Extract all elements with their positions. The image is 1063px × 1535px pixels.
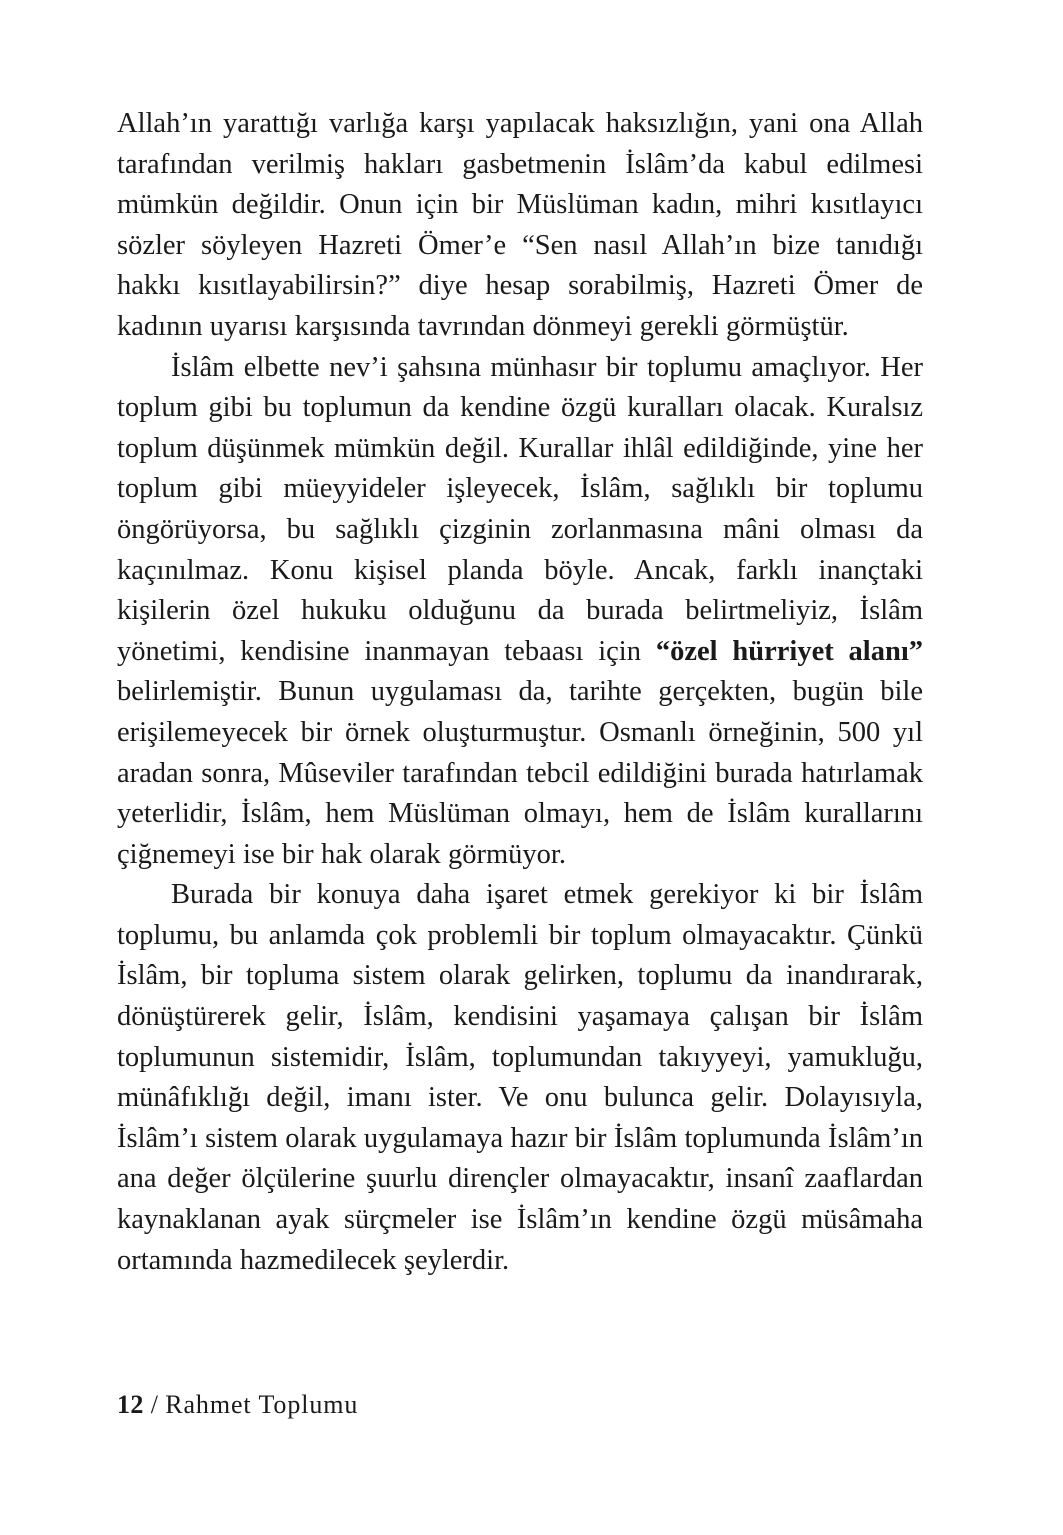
body-paragraph-3: Burada bir konuya daha işaret etmek gerekiyor ki bir İslâm toplumu, bu anlamda çok problemli bir toplum olmayacaktır. Çünkü İslâm, bir topluma sistem olarak gelirken, toplumu da inandırarak, dönüştürerek gelir, İslâm, kendisini yaşamaya çalışan bir İslâm toplumunun sistemidir, İslâm, toplumundan takıyyeyi, yamukluğu, münâfıklığı değil, imanı ister. Ve onu bulunca gelir. Dolayısıyla, İslâm’ı sistem olarak uygulamaya hazır bir İslâm toplumunda İslâm’ın ana değer ölçülerine şuurlu dirençler olmayacaktır, insanî zaaflardan kaynaklanan ayak sürçmeler ise İslâm’ın kendine özgü müsâmaha ortamında hazmedilecek şeylerdir.: [117, 879, 923, 1276]
paragraph-2-part-1: İslâm elbette nev’i şahsına münhasır bir toplumu amaçlıyor. Her toplum gibi bu toplumun da kendine özgü kuralları olacak. Kuralsız toplum düşünmek mümkün değil. Kurallar ihlâl edildiğinde, yine her toplum gibi müeyyideler işleyecek, İslâm, sağlıklı bir toplumu öngörüyorsa, bu sağlıklı çizginin zorlanmasına mâni olması da kaçınılmaz. Konu kişisel planda böyle. Ancak, farklı inançtaki kişilerin özel hukuku olduğunu da burada belirtmeliyiz, İslâm yönetimi, kendisine inanmayan tebaası için: [117, 351, 923, 667]
text-column: [117, 104, 923, 1281]
body-paragraph-2: [117, 348, 923, 876]
emphasised-phrase-ozel-hurriyet-alani: “özel hürriyet alanı”: [655, 635, 923, 667]
paragraph-2-part-2: belirlemiştir. Bunun uygulaması da, tarihte gerçekten, bugün bile erişilemeyecek bir örnek oluşturmuştur. Osmanlı örneğinin, 500 yıl aradan sonra, Mûseviler tarafından tebcil edildiğini burada hatırlamak yeterlidir, İslâm, hem Müslüman olmayı, hem de İslâm kurallarını çiğnemeyi ise bir hak olarak görmüyor.: [117, 676, 923, 870]
page-footer: [117, 1389, 358, 1421]
book-title: Rahmet Toplumu: [165, 1390, 359, 1419]
page-number: 12: [117, 1390, 144, 1419]
footer-separator: /: [150, 1390, 159, 1419]
body-paragraph-1: Allah’ın yarattığı varlığa karşı yapılacak haksızlığın, yani ona Allah tarafından verilmiş hakları gasbetmenin İslâm’da kabul edilmesi mümkün değildir. Onun için bir Müslüman kadın, mihri kısıtlayıcı sözler söyleyen Hazreti Ömer’e “Sen nasıl Allah’ın bize tanıdığı hakkı kısıtlayabilirsin?” diye hesap sorabilmiş, Hazreti Ömer de kadının uyarısı karşısında tavrından dönmeyi gerekli görmüştür.: [117, 108, 923, 342]
